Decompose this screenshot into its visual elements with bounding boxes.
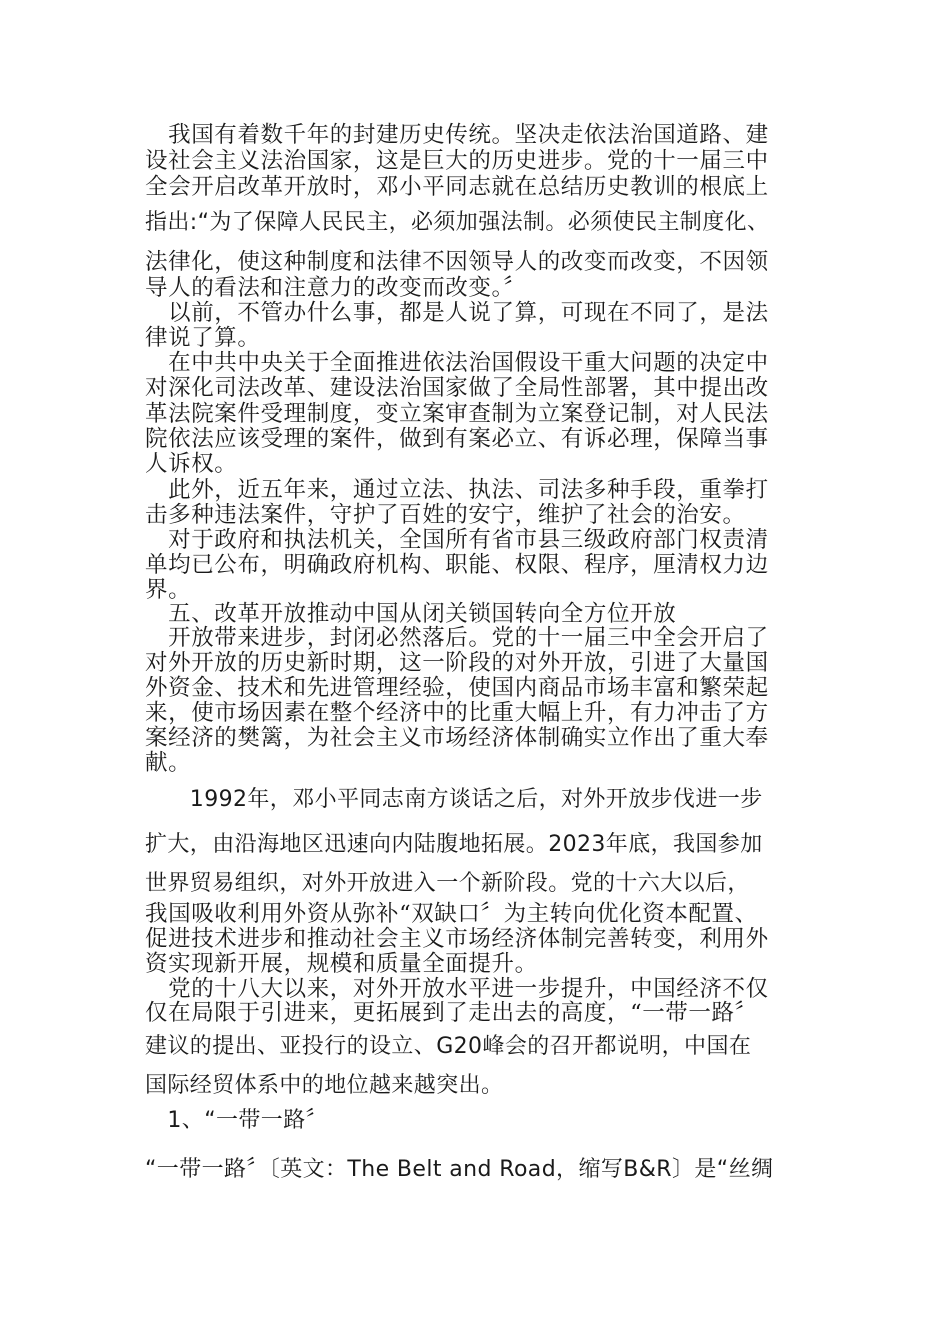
text-line: 单均已公布，明确政府机构、职能、权限、程序，厘清权力边 <box>145 552 769 578</box>
text-line: 人诉权。 <box>145 451 238 477</box>
text-line: 我国吸收利用外资从弥补“双缺口〞为主转向优化资本配置、 <box>145 901 758 927</box>
section-heading: 五、改革开放推动中国从闭关锁国转向全方位开放 <box>145 601 677 627</box>
text-line: 献。 <box>145 750 192 776</box>
text-line: 促进技术进步和推动社会主义市场经济体制完善转变，利用外 <box>145 926 769 952</box>
text-line: 全会开启改革开放时，邓小平同志就在总结历史教训的根底上 <box>145 174 769 200</box>
text-line: 界。 <box>145 577 192 603</box>
text-line: 在中共中央关于全面推进依法治国假设干重大问题的决定中 <box>145 350 769 376</box>
text-line: 开放带来进步，封闭必然落后。党的十一届三中全会开启了 <box>145 625 769 651</box>
text-line: 指出:“为了保障人民民主，必须加强法制。必须使民主制度化、 <box>145 210 770 235</box>
text-line: 仅在局限于引进来，更拓展到了走出去的高度，“一带一路〞 <box>145 1000 758 1026</box>
text-line: 对外开放的历史新时期，这一阶段的对外开放，引进了大量国 <box>145 650 769 676</box>
text-line: 党的十八大以来，对外开放水平进一步提升，中国经济不仅 <box>145 976 769 1002</box>
text-line: 院依法应该受理的案件，做到有案必立、有诉必理，保障当事 <box>145 426 769 452</box>
text-line: 建议的提出、亚投行的设立、G20峰会的召开都说明，中国在 <box>145 1034 752 1059</box>
text-line: 来，使市场因素在整个经济中的比重大幅上升，有力冲击了方 <box>145 700 769 726</box>
text-line: 法律化，使这种制度和法律不因领导人的改变而改变，不因领 <box>145 249 769 275</box>
text-line: 外资金、技术和先进管理经验，使国内商品市场丰富和繁荣起 <box>145 675 769 701</box>
list-item-heading: 1、“一带一路〞 <box>145 1108 328 1133</box>
text-line: 以前，不管办什么事，都是人说了算，可现在不同了，是法 <box>145 300 769 326</box>
text-line: 律说了算。 <box>145 325 261 351</box>
text-line: 我国有着数千年的封建历史传统。坚决走依法治国道路、建 <box>145 122 769 148</box>
text-line: 对深化司法改革、建设法治国家做了全局性部署，其中提出改 <box>145 375 769 401</box>
text-line: 案经济的樊篱，为社会主义市场经济体制确实立作出了重大奉 <box>145 725 769 751</box>
text-line: 扩大，由沿海地区迅速向内陆腹地拓展。2023年底，我国参加 <box>145 832 763 857</box>
text-line: “一带一路〞〔英文：The Belt and Road，缩写B&R〕是“丝绸 <box>145 1157 774 1182</box>
text-line: 对于政府和执法机关，全国所有省市县三级政府部门权责清 <box>145 527 769 553</box>
text-line: 革法院案件受理制度，变立案审查制为立案登记制，对人民法 <box>145 401 769 427</box>
text-line: 击多种违法案件，守护了百姓的安宁，维护了社会的治安。 <box>145 502 746 528</box>
text-line: 设社会主义法治国家，这是巨大的历史进步。党的十一届三中 <box>145 148 769 174</box>
text-line: 导人的看法和注意力的改变而改变。〞 <box>145 275 527 301</box>
text-line: 国际经贸体系中的地位越来越突出。 <box>145 1073 504 1098</box>
text-line: 资实现新开展，规模和质量全面提升。 <box>145 951 538 977</box>
text-line: 此外，近五年来，通过立法、执法、司法多种手段，重拳打 <box>145 477 769 503</box>
text-line: 1992年，邓小平同志南方谈话之后，对外开放步伐进一步 <box>145 787 763 812</box>
text-line: 世界贸易组织，对外开放进入一个新阶段。党的十六大以后， <box>145 871 750 896</box>
